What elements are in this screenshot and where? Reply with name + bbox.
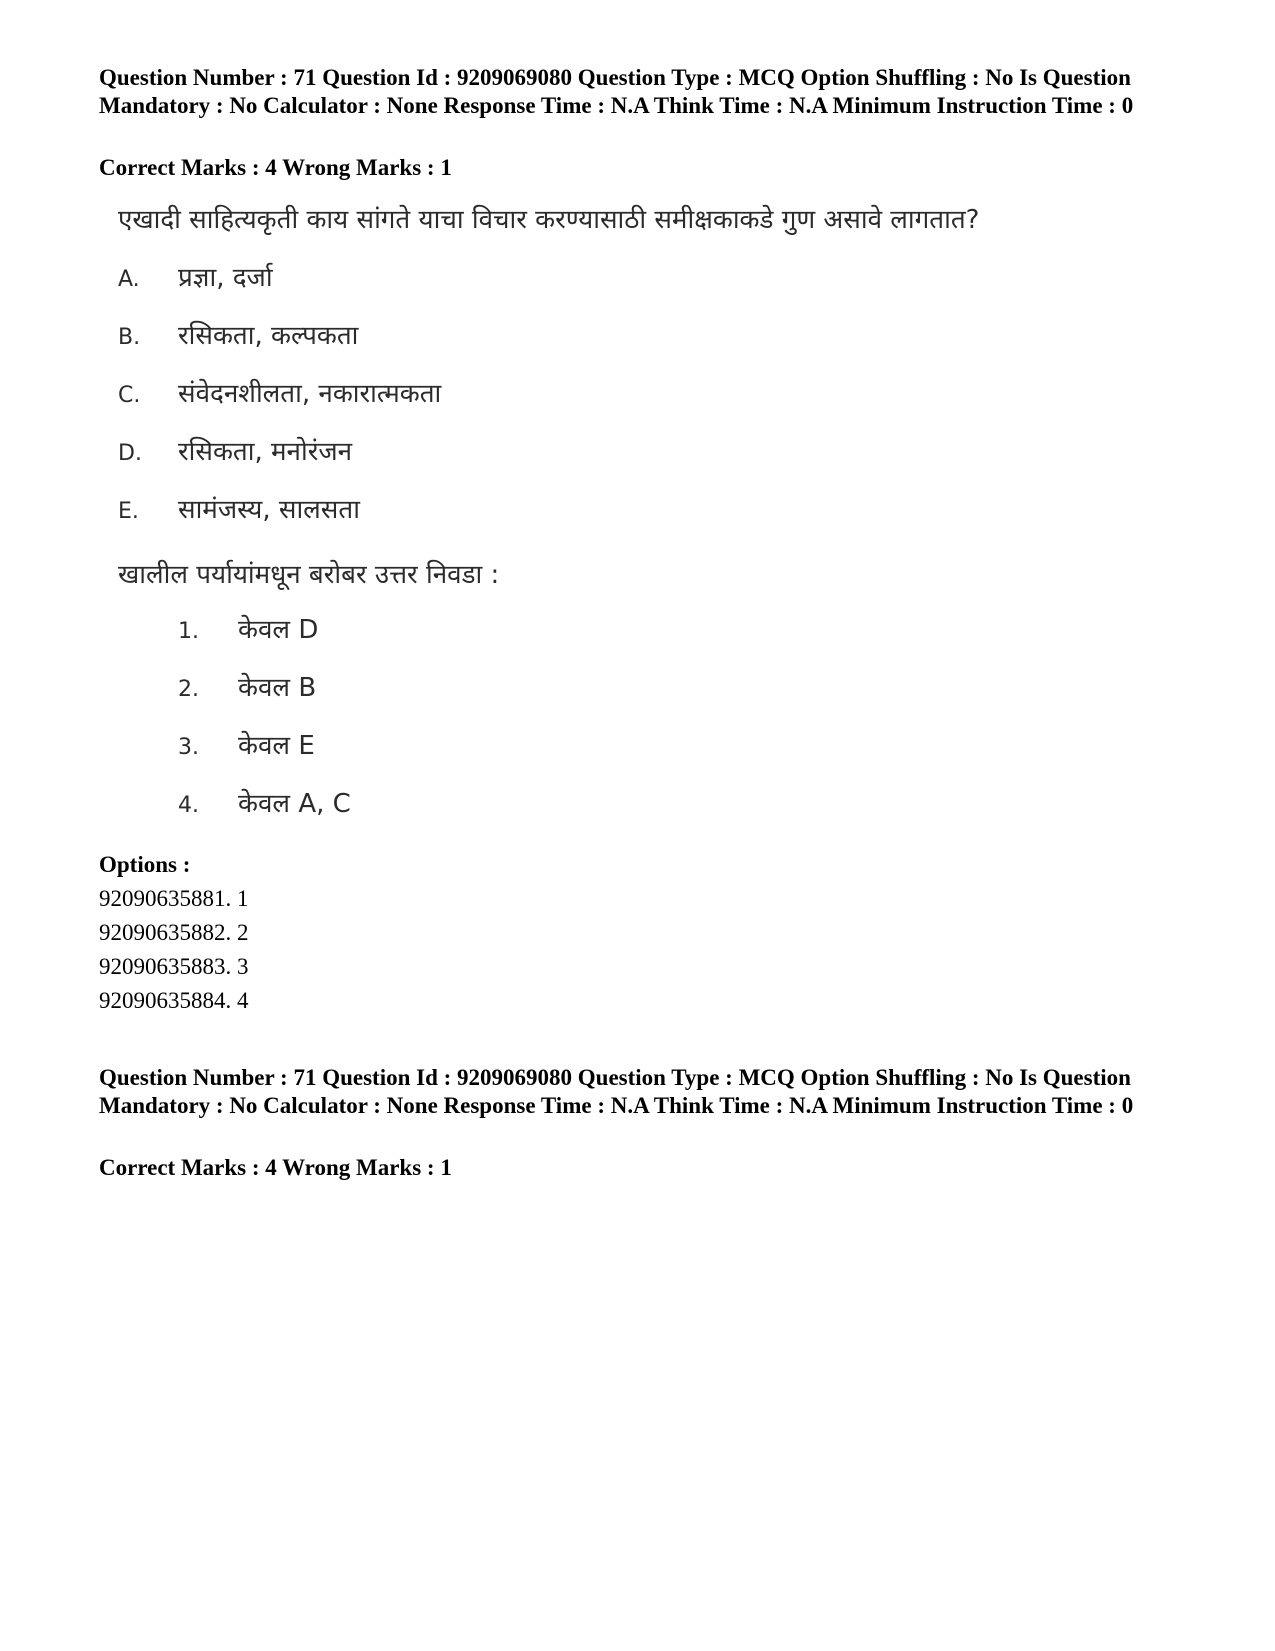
answer-instruction: खालील पर्यायांमधून बरोबर उत्तर निवडा : [118, 560, 500, 590]
question-marks: Correct Marks : 4 Wrong Marks : 1 [99, 155, 452, 180]
statement-key: A. [118, 267, 140, 292]
statement-item [118, 258, 273, 300]
option-row: 92090635881. 1 [99, 886, 249, 911]
question-meta: Question Number : 71 Question Id : 9209069080 Question Type : MCQ Option Shuffling : No Is Question Mandatory : No Calculator : None Response Time : N.A Think Time : N.A Minimum Instruction Time : 0 [99, 65, 1134, 118]
statement-text: प्रज्ञा, दर्जा [178, 263, 273, 293]
choice-number: 1. [178, 619, 199, 644]
statement-item [118, 374, 441, 416]
statement-item [118, 490, 360, 532]
statement-item [118, 432, 352, 474]
choice-text: केवल D [238, 615, 319, 645]
choice-item [178, 784, 351, 826]
choice-number: 3. [178, 735, 199, 760]
statement-item [118, 316, 358, 358]
option-row: 92090635884. 4 [99, 988, 249, 1013]
choice-number: 4. [178, 793, 199, 818]
next-question-marks: Correct Marks : 4 Wrong Marks : 1 [99, 1155, 452, 1180]
question-image [118, 200, 1018, 840]
options-heading: Options : [99, 852, 191, 877]
choice-number: 2. [178, 677, 199, 702]
next-question-meta: Question Number : 71 Question Id : 9209069080 Question Type : MCQ Option Shuffling : No Is Question Mandatory : No Calculator : None Response Time : N.A Think Time : N.A Minimum Instruction Time : 0 [99, 1065, 1134, 1118]
statement-text: संवेदनशीलता, नकारात्मकता [178, 379, 442, 409]
choice-item [178, 610, 318, 652]
statement-text: रसिकता, कल्पकता [178, 321, 359, 351]
option-row: 92090635882. 2 [99, 920, 249, 945]
statement-text: रसिकता, मनोरंजन [178, 437, 353, 467]
statement-key: D. [118, 441, 142, 466]
statement-key: C. [118, 383, 141, 408]
question-stem: एखादी साहित्यकृती काय सांगते याचा विचार करण्यासाठी समीक्षकाकडे गुण असावे लागतात? [118, 205, 980, 235]
statement-key: B. [118, 325, 141, 350]
statement-key: E. [118, 499, 139, 524]
option-row: 92090635883. 3 [99, 954, 249, 979]
choice-item [178, 726, 315, 768]
choice-text: केवल E [238, 731, 315, 761]
choice-text: केवल B [238, 673, 317, 703]
choice-item [178, 668, 316, 710]
statement-text: सामंजस्य, सालसता [178, 495, 360, 525]
choice-text: केवल A, C [238, 789, 351, 819]
